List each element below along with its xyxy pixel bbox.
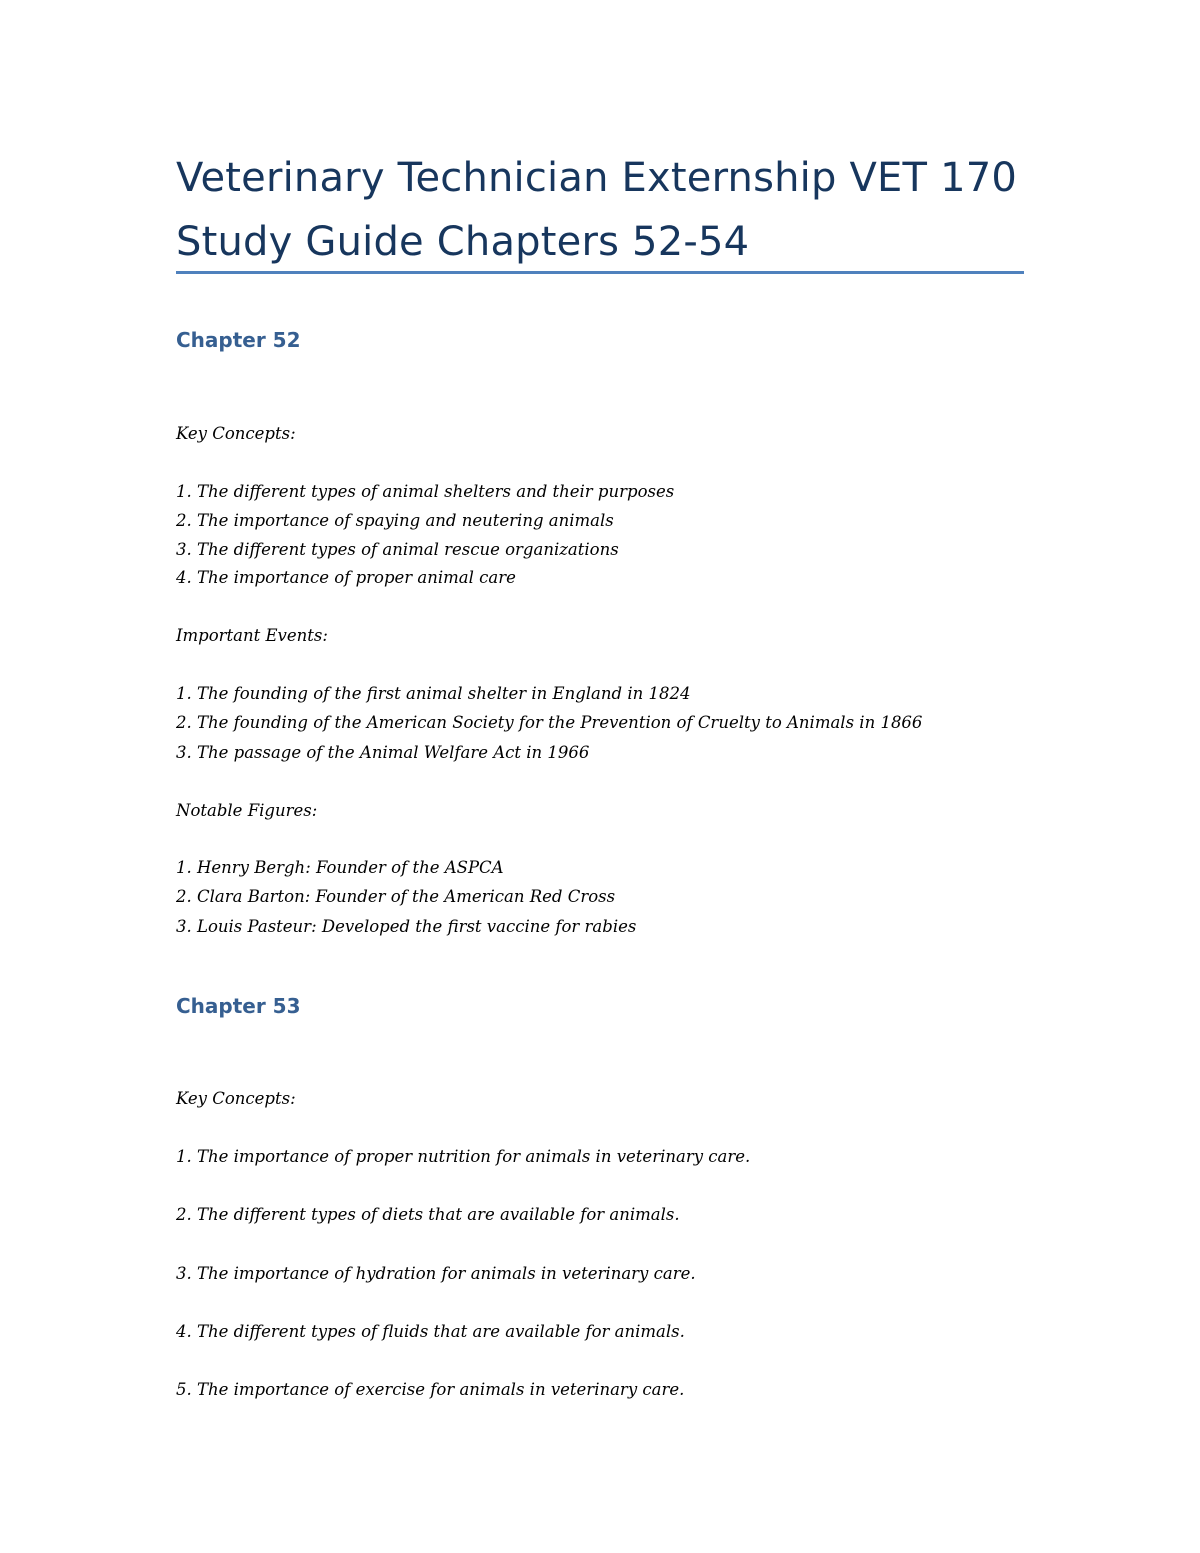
ch53-key-concept-item: 4. The different types of fluids that are available for animals. — [176, 1322, 685, 1341]
ch52-important-event-item: 2. The founding of the American Society for the Prevention of Cruelty to Animals in 1866 — [176, 713, 923, 732]
ch53-key-concept-item: 2. The different types of diets that are available for animals. — [176, 1205, 680, 1224]
ch53-key-concept-item: 3. The importance of hydration for animals in veterinary care. — [176, 1264, 696, 1283]
title-underline — [176, 271, 1024, 274]
ch53-key-concepts-label: Key Concepts: — [176, 1089, 296, 1108]
ch52-important-event-item: 1. The founding of the first animal shelter in England in 1824 — [176, 684, 691, 703]
ch52-notable-figure-item: 2. Clara Barton: Founder of the American Red Cross — [176, 887, 616, 906]
ch52-key-concept-item: 4. The importance of proper animal care — [176, 568, 516, 587]
chapter-53-heading: Chapter 53 — [176, 994, 301, 1018]
ch52-notable-figure-item: 1. Henry Bergh: Founder of the ASPCA — [176, 858, 504, 877]
ch52-notable-figures-label: Notable Figures: — [176, 801, 318, 820]
ch52-key-concept-item: 3. The different types of animal rescue organizations — [176, 540, 619, 559]
ch52-important-event-item: 3. The passage of the Animal Welfare Act in 1966 — [176, 743, 590, 762]
ch52-key-concept-item: 1. The different types of animal shelters and their purposes — [176, 482, 675, 501]
ch52-notable-figure-item: 3. Louis Pasteur: Developed the first vaccine for rabies — [176, 917, 637, 936]
ch53-key-concept-item: 5. The importance of exercise for animals in veterinary care. — [176, 1380, 685, 1399]
ch52-key-concepts-label: Key Concepts: — [176, 424, 296, 443]
ch52-important-events-label: Important Events: — [176, 626, 328, 645]
ch53-key-concept-item: 1. The importance of proper nutrition for animals in veterinary care. — [176, 1147, 751, 1166]
ch52-key-concept-item: 2. The importance of spaying and neutering animals — [176, 511, 614, 530]
document-title: Veterinary Technician Externship VET 170 Study Guide Chapters 52-54 — [176, 155, 1018, 265]
chapter-52-heading: Chapter 52 — [176, 328, 301, 352]
